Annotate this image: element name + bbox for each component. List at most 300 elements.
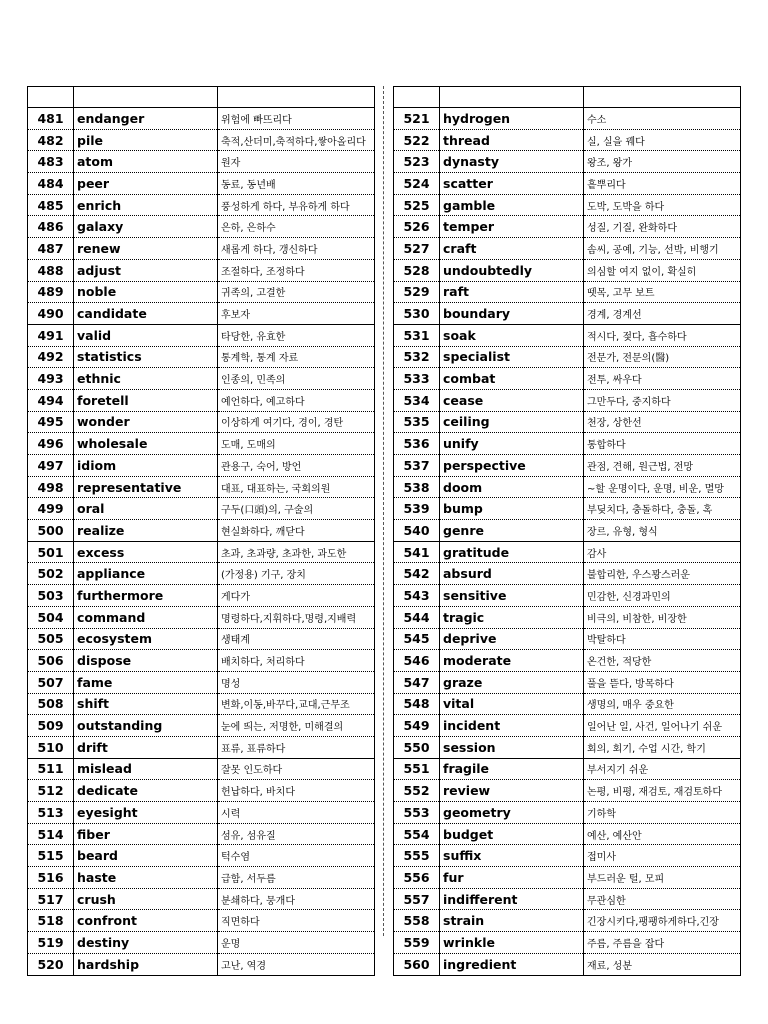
english-word: candidate bbox=[74, 303, 218, 325]
table-row bbox=[28, 953, 375, 975]
table-row bbox=[394, 671, 741, 693]
table-row bbox=[394, 173, 741, 195]
korean-meaning: 주름, 주름을 잡다 bbox=[584, 932, 741, 954]
vocab-table-left-body bbox=[28, 87, 375, 976]
word-number: 513 bbox=[28, 802, 74, 824]
word-number: 555 bbox=[394, 845, 440, 867]
english-word: bump bbox=[440, 498, 584, 520]
table-row bbox=[394, 455, 741, 477]
word-number: 488 bbox=[28, 259, 74, 281]
korean-meaning: 긴장시키다,팽팽하게하다,긴장 bbox=[584, 910, 741, 932]
word-number: 492 bbox=[28, 346, 74, 368]
table-row bbox=[394, 953, 741, 975]
english-word: deprive bbox=[440, 628, 584, 650]
table-row bbox=[28, 867, 375, 889]
english-word: suffix bbox=[440, 845, 584, 867]
korean-meaning: 부드러운 털, 모피 bbox=[584, 867, 741, 889]
korean-meaning: 비극의, 비참한, 비장한 bbox=[584, 606, 741, 628]
korean-meaning: 은하, 은하수 bbox=[218, 216, 375, 238]
korean-meaning: 일어난 일, 사건, 일어나기 쉬운 bbox=[584, 715, 741, 737]
table-row bbox=[394, 108, 741, 130]
table-row bbox=[28, 498, 375, 520]
table-row bbox=[394, 411, 741, 433]
english-word: wrinkle bbox=[440, 932, 584, 954]
table-row bbox=[28, 736, 375, 758]
table-row bbox=[28, 606, 375, 628]
english-word: thread bbox=[440, 129, 584, 151]
english-word: ingredient bbox=[440, 953, 584, 975]
table-row bbox=[28, 194, 375, 216]
english-word: valid bbox=[74, 324, 218, 346]
word-number: 541 bbox=[394, 541, 440, 563]
word-number: 548 bbox=[394, 693, 440, 715]
word-number: 515 bbox=[28, 845, 74, 867]
vocab-table-right-body bbox=[394, 87, 741, 976]
word-number: 532 bbox=[394, 346, 440, 368]
table-row bbox=[394, 129, 741, 151]
english-word: craft bbox=[440, 238, 584, 260]
korean-meaning: 전투, 싸우다 bbox=[584, 368, 741, 390]
word-number: 484 bbox=[28, 173, 74, 195]
table-row bbox=[394, 563, 741, 585]
word-number: 523 bbox=[394, 151, 440, 173]
table-row bbox=[28, 541, 375, 563]
korean-meaning: 새롭게 하다, 갱신하다 bbox=[218, 238, 375, 260]
word-number: 499 bbox=[28, 498, 74, 520]
english-word: wonder bbox=[74, 411, 218, 433]
english-word: ethnic bbox=[74, 368, 218, 390]
word-number: 517 bbox=[28, 888, 74, 910]
korean-meaning: 원자 bbox=[218, 151, 375, 173]
korean-meaning: 눈에 띄는, 저명한, 미해결의 bbox=[218, 715, 375, 737]
korean-meaning: 기하학 bbox=[584, 802, 741, 824]
table-row bbox=[28, 693, 375, 715]
header-word-cell bbox=[74, 87, 218, 108]
word-number: 560 bbox=[394, 953, 440, 975]
english-word: fame bbox=[74, 671, 218, 693]
korean-meaning: 경계, 경계선 bbox=[584, 303, 741, 325]
english-word: session bbox=[440, 736, 584, 758]
table-row bbox=[394, 281, 741, 303]
english-word: adjust bbox=[74, 259, 218, 281]
korean-meaning: 위험에 빠뜨리다 bbox=[218, 108, 375, 130]
word-number: 516 bbox=[28, 867, 74, 889]
word-number: 544 bbox=[394, 606, 440, 628]
table-row bbox=[28, 368, 375, 390]
word-number: 521 bbox=[394, 108, 440, 130]
word-number: 491 bbox=[28, 324, 74, 346]
korean-meaning: 명성 bbox=[218, 671, 375, 693]
korean-meaning: 이상하게 여기다, 경이, 경탄 bbox=[218, 411, 375, 433]
word-number: 526 bbox=[394, 216, 440, 238]
english-word: ceiling bbox=[440, 411, 584, 433]
word-number: 556 bbox=[394, 867, 440, 889]
word-number: 524 bbox=[394, 173, 440, 195]
english-word: scatter bbox=[440, 173, 584, 195]
table-row bbox=[394, 324, 741, 346]
english-word: noble bbox=[74, 281, 218, 303]
english-word: wholesale bbox=[74, 433, 218, 455]
word-number: 503 bbox=[28, 585, 74, 607]
word-number: 554 bbox=[394, 823, 440, 845]
english-word: budget bbox=[440, 823, 584, 845]
vocab-table-left bbox=[27, 86, 375, 976]
english-word: genre bbox=[440, 520, 584, 542]
table-row bbox=[394, 780, 741, 802]
english-word: soak bbox=[440, 324, 584, 346]
english-word: confront bbox=[74, 910, 218, 932]
korean-meaning: 시력 bbox=[218, 802, 375, 824]
english-word: sensitive bbox=[440, 585, 584, 607]
table-row bbox=[394, 606, 741, 628]
korean-meaning: 고난, 역경 bbox=[218, 953, 375, 975]
english-word: gamble bbox=[440, 194, 584, 216]
word-number: 550 bbox=[394, 736, 440, 758]
english-word: crush bbox=[74, 888, 218, 910]
word-number: 483 bbox=[28, 151, 74, 173]
korean-meaning: 뗏목, 고무 보트 bbox=[584, 281, 741, 303]
table-row bbox=[394, 476, 741, 498]
word-number: 538 bbox=[394, 476, 440, 498]
word-number: 510 bbox=[28, 736, 74, 758]
word-number: 505 bbox=[28, 628, 74, 650]
english-word: idiom bbox=[74, 455, 218, 477]
english-word: command bbox=[74, 606, 218, 628]
header-num-cell bbox=[394, 87, 440, 108]
word-number: 481 bbox=[28, 108, 74, 130]
word-number: 552 bbox=[394, 780, 440, 802]
korean-meaning: 생명의, 매우 중요한 bbox=[584, 693, 741, 715]
table-row bbox=[28, 324, 375, 346]
korean-meaning: 감사 bbox=[584, 541, 741, 563]
korean-meaning: 대표, 대표하는, 국회의원 bbox=[218, 476, 375, 498]
korean-meaning: 온건한, 적당한 bbox=[584, 650, 741, 672]
table-row bbox=[28, 780, 375, 802]
korean-meaning: 생태계 bbox=[218, 628, 375, 650]
table-row bbox=[28, 671, 375, 693]
table-row bbox=[28, 823, 375, 845]
korean-meaning: 명령하다,지휘하다,명령,지배력 bbox=[218, 606, 375, 628]
english-word: vital bbox=[440, 693, 584, 715]
header-num-cell bbox=[28, 87, 74, 108]
english-word: undoubtedly bbox=[440, 259, 584, 281]
korean-meaning: 도매, 도매의 bbox=[218, 433, 375, 455]
english-word: galaxy bbox=[74, 216, 218, 238]
english-word: haste bbox=[74, 867, 218, 889]
word-number: 520 bbox=[28, 953, 74, 975]
word-number: 508 bbox=[28, 693, 74, 715]
header-meaning-cell bbox=[584, 87, 741, 108]
english-word: fur bbox=[440, 867, 584, 889]
word-number: 486 bbox=[28, 216, 74, 238]
table-row bbox=[28, 411, 375, 433]
korean-meaning: 수소 bbox=[584, 108, 741, 130]
korean-meaning: 잘못 인도하다 bbox=[218, 758, 375, 780]
korean-meaning: 도박, 도박을 하다 bbox=[584, 194, 741, 216]
korean-meaning: 풀을 뜯다, 방목하다 bbox=[584, 671, 741, 693]
table-row bbox=[394, 238, 741, 260]
table-row bbox=[28, 108, 375, 130]
english-word: tragic bbox=[440, 606, 584, 628]
english-word: moderate bbox=[440, 650, 584, 672]
korean-meaning: 회의, 회기, 수업 시간, 학기 bbox=[584, 736, 741, 758]
table-row bbox=[28, 433, 375, 455]
table-row bbox=[28, 259, 375, 281]
word-number: 518 bbox=[28, 910, 74, 932]
column-divider bbox=[383, 86, 384, 936]
korean-meaning: 통계학, 통계 자료 bbox=[218, 346, 375, 368]
english-word: combat bbox=[440, 368, 584, 390]
table-row bbox=[394, 802, 741, 824]
word-number: 549 bbox=[394, 715, 440, 737]
table-row bbox=[394, 585, 741, 607]
table-row bbox=[394, 628, 741, 650]
english-word: geometry bbox=[440, 802, 584, 824]
korean-meaning: 천장, 상한선 bbox=[584, 411, 741, 433]
korean-meaning: 무관심한 bbox=[584, 888, 741, 910]
english-word: statistics bbox=[74, 346, 218, 368]
korean-meaning: 흩뿌리다 bbox=[584, 173, 741, 195]
word-number: 539 bbox=[394, 498, 440, 520]
table-row bbox=[394, 910, 741, 932]
korean-meaning: (가정용) 기구, 장치 bbox=[218, 563, 375, 585]
table-row bbox=[28, 389, 375, 411]
english-word: renew bbox=[74, 238, 218, 260]
korean-meaning: 게다가 bbox=[218, 585, 375, 607]
table-row bbox=[28, 520, 375, 542]
korean-meaning: 후보자 bbox=[218, 303, 375, 325]
word-number: 495 bbox=[28, 411, 74, 433]
table-row bbox=[28, 932, 375, 954]
korean-meaning: 의심할 여지 없이, 확실히 bbox=[584, 259, 741, 281]
english-word: foretell bbox=[74, 389, 218, 411]
english-word: oral bbox=[74, 498, 218, 520]
table-row bbox=[28, 173, 375, 195]
word-number: 504 bbox=[28, 606, 74, 628]
korean-meaning: 그만두다, 중지하다 bbox=[584, 389, 741, 411]
word-number: 529 bbox=[394, 281, 440, 303]
table-row bbox=[394, 758, 741, 780]
korean-meaning: 타당한, 유효한 bbox=[218, 324, 375, 346]
korean-meaning: 섬유, 섬유질 bbox=[218, 823, 375, 845]
table-row bbox=[28, 563, 375, 585]
korean-meaning: 솜씨, 공예, 기능, 선박, 비행기 bbox=[584, 238, 741, 260]
table-row bbox=[28, 455, 375, 477]
korean-meaning: 민감한, 신경과민의 bbox=[584, 585, 741, 607]
table-row bbox=[28, 346, 375, 368]
english-word: specialist bbox=[440, 346, 584, 368]
table-row bbox=[394, 259, 741, 281]
english-word: review bbox=[440, 780, 584, 802]
english-word: peer bbox=[74, 173, 218, 195]
table-row bbox=[28, 910, 375, 932]
word-number: 525 bbox=[394, 194, 440, 216]
header-word-cell bbox=[440, 87, 584, 108]
table-row bbox=[394, 845, 741, 867]
table-row bbox=[394, 498, 741, 520]
word-number: 498 bbox=[28, 476, 74, 498]
korean-meaning: 분쇄하다, 뭉개다 bbox=[218, 888, 375, 910]
english-word: drift bbox=[74, 736, 218, 758]
korean-meaning: ~할 운명이다, 운명, 비운, 멸망 bbox=[584, 476, 741, 498]
word-number: 494 bbox=[28, 389, 74, 411]
word-number: 493 bbox=[28, 368, 74, 390]
word-number: 536 bbox=[394, 433, 440, 455]
vocab-table-right bbox=[393, 86, 741, 976]
table-row bbox=[28, 476, 375, 498]
word-number: 511 bbox=[28, 758, 74, 780]
english-word: excess bbox=[74, 541, 218, 563]
korean-meaning: 배치하다, 처리하다 bbox=[218, 650, 375, 672]
table-row bbox=[28, 281, 375, 303]
english-word: unify bbox=[440, 433, 584, 455]
word-number: 533 bbox=[394, 368, 440, 390]
table-row bbox=[394, 389, 741, 411]
word-number: 514 bbox=[28, 823, 74, 845]
word-number: 489 bbox=[28, 281, 74, 303]
korean-meaning: 직면하다 bbox=[218, 910, 375, 932]
word-number: 553 bbox=[394, 802, 440, 824]
table-header-row bbox=[394, 87, 741, 108]
english-word: destiny bbox=[74, 932, 218, 954]
korean-meaning: 축적,산더미,축적하다,쌓아올리다 bbox=[218, 129, 375, 151]
table-row bbox=[28, 238, 375, 260]
table-row bbox=[28, 845, 375, 867]
korean-meaning: 조절하다, 조정하다 bbox=[218, 259, 375, 281]
word-number: 522 bbox=[394, 129, 440, 151]
english-word: perspective bbox=[440, 455, 584, 477]
word-number: 497 bbox=[28, 455, 74, 477]
english-word: mislead bbox=[74, 758, 218, 780]
word-number: 502 bbox=[28, 563, 74, 585]
korean-meaning: 성질, 기질, 완화하다 bbox=[584, 216, 741, 238]
korean-meaning: 구두(口頭)의, 구술의 bbox=[218, 498, 375, 520]
english-word: dedicate bbox=[74, 780, 218, 802]
korean-meaning: 예언하다, 예고하다 bbox=[218, 389, 375, 411]
table-row bbox=[394, 303, 741, 325]
word-number: 558 bbox=[394, 910, 440, 932]
korean-meaning: 접미사 bbox=[584, 845, 741, 867]
word-number: 547 bbox=[394, 671, 440, 693]
korean-meaning: 장르, 유형, 형식 bbox=[584, 520, 741, 542]
korean-meaning: 불합리한, 우스꽝스러운 bbox=[584, 563, 741, 585]
word-number: 559 bbox=[394, 932, 440, 954]
korean-meaning: 운명 bbox=[218, 932, 375, 954]
english-word: graze bbox=[440, 671, 584, 693]
word-number: 506 bbox=[28, 650, 74, 672]
korean-meaning: 동료, 동년배 bbox=[218, 173, 375, 195]
word-number: 530 bbox=[394, 303, 440, 325]
english-word: pile bbox=[74, 129, 218, 151]
english-word: appliance bbox=[74, 563, 218, 585]
table-row bbox=[28, 216, 375, 238]
word-number: 507 bbox=[28, 671, 74, 693]
word-number: 482 bbox=[28, 129, 74, 151]
korean-meaning: 인종의, 민족의 bbox=[218, 368, 375, 390]
word-number: 546 bbox=[394, 650, 440, 672]
word-number: 509 bbox=[28, 715, 74, 737]
english-word: raft bbox=[440, 281, 584, 303]
korean-meaning: 헌납하다, 바치다 bbox=[218, 780, 375, 802]
word-number: 490 bbox=[28, 303, 74, 325]
english-word: endanger bbox=[74, 108, 218, 130]
table-row bbox=[394, 867, 741, 889]
word-number: 534 bbox=[394, 389, 440, 411]
korean-meaning: 초과, 초과량, 초과한, 과도한 bbox=[218, 541, 375, 563]
korean-meaning: 귀족의, 고결한 bbox=[218, 281, 375, 303]
english-word: representative bbox=[74, 476, 218, 498]
table-row bbox=[28, 151, 375, 173]
english-word: indifferent bbox=[440, 888, 584, 910]
korean-meaning: 표류, 표류하다 bbox=[218, 736, 375, 758]
word-number: 531 bbox=[394, 324, 440, 346]
korean-meaning: 부딪치다, 충돌하다, 충돌, 혹 bbox=[584, 498, 741, 520]
table-row bbox=[28, 715, 375, 737]
table-row bbox=[28, 585, 375, 607]
word-number: 545 bbox=[394, 628, 440, 650]
english-word: doom bbox=[440, 476, 584, 498]
word-number: 527 bbox=[394, 238, 440, 260]
table-row bbox=[394, 346, 741, 368]
english-word: boundary bbox=[440, 303, 584, 325]
table-row bbox=[28, 758, 375, 780]
word-number: 496 bbox=[28, 433, 74, 455]
english-word: gratitude bbox=[440, 541, 584, 563]
word-number: 543 bbox=[394, 585, 440, 607]
word-number: 557 bbox=[394, 888, 440, 910]
korean-meaning: 풍성하게 하다, 부유하게 하다 bbox=[218, 194, 375, 216]
english-word: cease bbox=[440, 389, 584, 411]
table-row bbox=[394, 151, 741, 173]
english-word: outstanding bbox=[74, 715, 218, 737]
english-word: beard bbox=[74, 845, 218, 867]
korean-meaning: 변화,이동,바꾸다,교대,근무조 bbox=[218, 693, 375, 715]
word-number: 519 bbox=[28, 932, 74, 954]
word-number: 542 bbox=[394, 563, 440, 585]
table-row bbox=[28, 129, 375, 151]
korean-meaning: 관점, 견해, 원근법, 전망 bbox=[584, 455, 741, 477]
korean-meaning: 통합하다 bbox=[584, 433, 741, 455]
english-word: hydrogen bbox=[440, 108, 584, 130]
english-word: eyesight bbox=[74, 802, 218, 824]
word-number: 528 bbox=[394, 259, 440, 281]
table-row bbox=[394, 368, 741, 390]
table-row bbox=[28, 650, 375, 672]
word-number: 512 bbox=[28, 780, 74, 802]
english-word: strain bbox=[440, 910, 584, 932]
english-word: hardship bbox=[74, 953, 218, 975]
word-number: 535 bbox=[394, 411, 440, 433]
korean-meaning: 왕조, 왕가 bbox=[584, 151, 741, 173]
table-row bbox=[394, 541, 741, 563]
table-row bbox=[28, 888, 375, 910]
word-number: 551 bbox=[394, 758, 440, 780]
english-word: temper bbox=[440, 216, 584, 238]
korean-meaning: 턱수염 bbox=[218, 845, 375, 867]
english-word: shift bbox=[74, 693, 218, 715]
english-word: incident bbox=[440, 715, 584, 737]
table-row bbox=[394, 823, 741, 845]
table-row bbox=[28, 802, 375, 824]
korean-meaning: 재료, 성분 bbox=[584, 953, 741, 975]
table-row bbox=[394, 693, 741, 715]
word-number: 540 bbox=[394, 520, 440, 542]
korean-meaning: 적시다, 젖다, 흡수하다 bbox=[584, 324, 741, 346]
table-header-row bbox=[28, 87, 375, 108]
english-word: dynasty bbox=[440, 151, 584, 173]
table-row bbox=[28, 303, 375, 325]
table-row bbox=[394, 433, 741, 455]
